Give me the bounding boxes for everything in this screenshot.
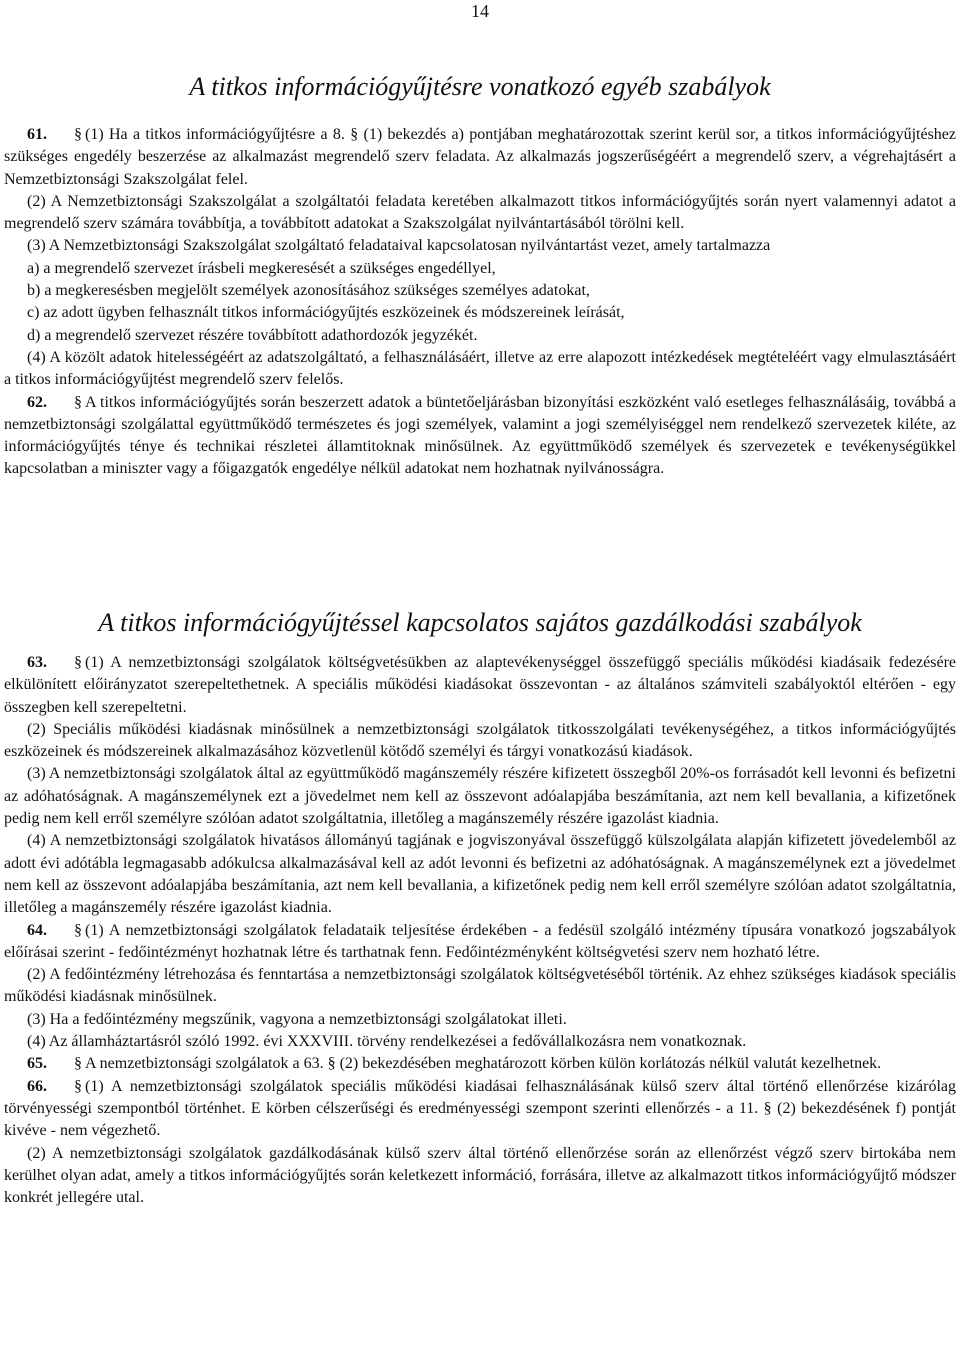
paragraph (4, 258, 956, 280)
paragraph (4, 830, 956, 919)
paragraph (4, 325, 956, 347)
section-body-1 (4, 124, 956, 481)
section-sign-icon: § (74, 1077, 82, 1095)
paragraph (4, 302, 956, 324)
paragraph (4, 1009, 956, 1031)
paragraph-text: (2) A fedőintézmény létrehozása és fenntartása a nemzetbiztonsági szolgálatok költségvetéséből történik. Az ehhez szükséges kiadások speciális működési kiadásnak minősülnek. (4, 966, 956, 1006)
section-sign-icon: § (74, 654, 82, 671)
section-title-2: A titkos információgyűjtéssel kapcsolatos sajátos gazdálkodási szabályok (98, 608, 862, 637)
paragraph-text: (1) A nemzetbiztonsági szolgálatok speciális működési kiadásai felhasználásának külső szerv által történő ellenőrzése kizárólag törvényességi szempontból történhet. E körben célszerűségi és eredményességi szempont szerinti ellenőrzés - a 11. § (2) bekezdésének f) pontját kivéve - nem végezhető. (4, 1077, 956, 1140)
paragraph-text: c) az adott ügyben felhasznált titkos információgyűjtés eszközeinek és módszereinek leírását, (27, 304, 625, 322)
paragraph (4, 652, 956, 719)
paragraph (4, 280, 956, 302)
paragraph-text: (4) A nemzetbiztonsági szolgálatok hivatásos állományú tagjának e jogviszonyával összefüggő külszolgálata alapján kifizetett jövedelemből az adott évi adótábla legmagasabb adókulcsa alkalmazásával kell az adót levonni és befizetni az adóhatóságnak. A magánszemélynek ezt a jövedelmet nem kell az összevont adóalapjába beszámítania, azt nem kell bevallania, a kifizetőnek pedig nem kell erről személyre szólóan adatot szolgáltatnia, illetőleg a magánszemély részére igazolást kiadnia. (4, 832, 956, 917)
paragraph-text: (3) A nemzetbiztonsági szolgálatok által az együttműködő magánszemély részére kifizetett összegből 20%-os forrásadót kell levonni és befizetni az adóhatóságnak. A magánszemélynek ezt a jövedelmet nem kell az összevont adóalapjába beszámítania, azt nem kell bevallania, a kifizetőnek pedig nem kell erről személyre szólóan adatot szolgáltatnia, illetőleg a magánszemély részére igazolást kiadnia. (4, 765, 956, 828)
section-sign-icon: § (74, 126, 82, 143)
paragraph-text: A titkos információgyűjtés során beszerzett adatok a büntetőeljárásban bizonyítási eszközként való esetleges felhasználásáig, továbbá a nemzetbiztonsági szolgálattal együttműködő természetes és jogi személyek, valamint a jogi személyiséggel nem rendelkező szervezetek kiléte, az információgyűjtés ténye és technikai részletei államtitoknak minősülnek. Az együttműködő személyek és szervezetek e tevékenységükkel kapcsolatban a miniszter vagy a főigazgatók engedélye nélkül adatokat nem hozhatnak nyilvánosságra. (4, 393, 956, 478)
paragraph-text: (3) Ha a fedőintézmény megszűnik, vagyona a nemzetbiztonsági szolgálatokat illeti. (27, 1010, 567, 1028)
paragraph-text: (4) A közölt adatok hitelességéért az adatszolgáltató, a felhasználásáért, illetve az erre alapozott intézkedések megtételéért vagy elmulasztásáért a titkos információgyűjtést megrendelő szerv felelős. (4, 348, 956, 389)
paragraph-text: (4) Az államháztartásról szóló 1992. évi XXXVIII. törvény rendelkezései a fedővállalkozásra nem vonatkoznak. (27, 1033, 747, 1051)
paragraph (4, 920, 956, 965)
paragraph-text: (2) Speciális működési kiadásnak minősülnek a nemzetbiztonsági szolgálatok titkosszolgálati tevékenységéhez, a titkos információgyűjtés eszközeinek és módszereinek alkalmazásához közvetlenül kötődő személyi és tárgyi vonatkozású kiadások. (4, 720, 956, 761)
paragraph-text: A nemzetbiztonsági szolgálatok a 63. § (2) bekezdésében meghatározott körben külön korlátozás nélkül valutát kezelhetnek. (85, 1055, 882, 1073)
paragraph (4, 235, 956, 257)
section-number: 61. (27, 126, 47, 143)
paragraph (4, 719, 956, 764)
section-body-2 (4, 652, 956, 1209)
paragraph (4, 763, 956, 830)
paragraph-text: b) a megkeresésben megjelölt személyek azonosításához szükséges személyes adatokat, (27, 282, 590, 300)
section-number: 66. (27, 1077, 47, 1095)
paragraph (4, 392, 956, 481)
paragraph (4, 124, 956, 191)
paragraph (4, 347, 956, 392)
paragraph (4, 964, 956, 1009)
paragraph-text: (1) A nemzetbiztonsági szolgálatok feladataik teljesítése érdekében - a fedésül szolgáló intézmény típusára vonatkozó jogszabályok előírásai szerint - fedőintézményt hozhatnak létre és tarthatnak fenn. Fedőintézményként költségvetési szerv nem hozható létre. (4, 921, 956, 961)
section-sign-icon: § (74, 1055, 82, 1073)
section-number: 65. (27, 1055, 47, 1073)
section-number: 62. (27, 393, 47, 411)
section-number: 63. (27, 654, 47, 671)
section-title-1: A titkos információgyűjtésre vonatkozó egyéb szabályok (189, 72, 771, 101)
paragraph-text: (2) A Nemzetbiztonsági Szakszolgálat a szolgáltatói feladata keretében alkalmazott titkos információgyűjtés során nyert valamennyi adatot a megrendelő szerv számára továbbítja, a továbbított adatokat a Szakszolgálat nyilvántartásából törölni kell. (4, 192, 956, 233)
paragraph (4, 191, 956, 236)
paragraph (4, 1143, 956, 1210)
page-number: 14 (471, 1, 489, 21)
paragraph-text: (2) A nemzetbiztonsági szolgálatok gazdálkodásának külső szerv által történő ellenőrzése során az ellenőrzést végző szerv birtokába nem kerülhet olyan adat, amely a titkos információgyűjtés során keletkezett információ, forrására, illetve az alkalmazott titkos információgyűjtő módszer konkrét jellegére utal. (4, 1144, 956, 1207)
paragraph (4, 1076, 956, 1143)
paragraph (4, 1031, 956, 1053)
paragraph (4, 1053, 956, 1075)
paragraph-text: (1) Ha a titkos információgyűjtésre a 8. § (1) bekezdés a) pontjában meghatározottak szerint kerül sor, a titkos információgyűjtéshez szükséges engedély beszerzése az alkalmazást megrendelő szerv feladata. Az alkalmazás jogszerűségéért a megrendelő szerv, a végrehajtásért a Nemzetbiztonsági Szakszolgálat felel. (4, 126, 956, 188)
section-number: 64. (27, 921, 47, 939)
paragraph-text: (1) A nemzetbiztonsági szolgálatok költségvetésükben az alaptevékenységgel összefüggő speciális működési kiadásaik fedezésére elkülönített előirányzatot szerepeltethetnek. A speciális működési kiadásokat összevontan - az általános számviteli szabályoktól eltérően - egy összegben kell szerepeltetni. (4, 654, 956, 716)
paragraph-text: (3) A Nemzetbiztonsági Szakszolgálat szolgáltató feladataival kapcsolatosan nyilvántartást vezet, amely tartalmazza (27, 237, 771, 255)
section-sign-icon: § (74, 921, 82, 939)
paragraph-text: a) a megrendelő szervezet írásbeli megkeresését a szükséges engedéllyel, (27, 259, 496, 277)
section-sign-icon: § (74, 393, 82, 411)
paragraph-text: d) a megrendelő szervezet részére továbbított adathordozók jegyzékét. (27, 326, 478, 344)
